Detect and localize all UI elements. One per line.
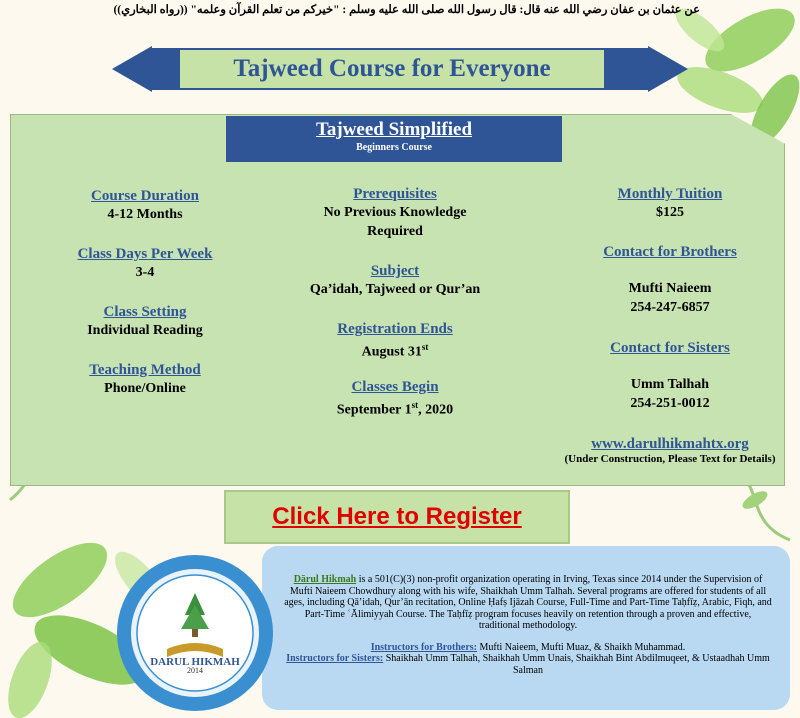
register-button[interactable]: [224, 490, 570, 544]
subject-label: Subject: [370, 263, 420, 279]
teaching-method: [40, 362, 250, 398]
org-paragraph: is a 501(C)(3) non-profit organization operating in Irving, Texas since 2014 under the Supervision of Mufti Naieem Chowdhury along with his wife, Shaikhah Umm Talhah. Several programs are offered for students of all ages, including Qā’idah, Qur’ān recitation, Online Ḥafṣ Ijāzah Course, Full-Time and Part-Time Taḥfīẓ, Arabic, Fiqh, and Part-Time ʿĀlimiyyah Course. The Taḥfīẓ program focuses heavily on retention through a proven and effective, traditional methodology.: [284, 574, 772, 631]
teaching-method-label: Teaching Method: [89, 362, 201, 378]
contact-brothers-label: Contact for Brothers: [603, 244, 737, 260]
instructors-brothers: [284, 642, 772, 654]
banner-title: Tajweed Course for Everyone: [180, 50, 604, 88]
registration-ends: [270, 321, 520, 362]
prerequisites-line2: Required: [367, 224, 423, 239]
contact-brothers: [570, 244, 770, 317]
org-description: [284, 574, 772, 632]
course-header: [226, 116, 562, 162]
seal-year: 2014: [187, 666, 203, 675]
class-days: [40, 246, 250, 282]
hadith-quote: عن عثمان بن عفان رضي الله عنه قال: قال رسول الله صلى الله عليه وسلم : "خيركم من تعلم القرآن وعلمه" ((رواه البخاري)): [113, 4, 700, 16]
monthly-tuition-label: Monthly Tuition: [617, 186, 723, 202]
website: [560, 436, 780, 466]
seal-name: DARUL HIKMAH: [150, 656, 240, 668]
course-title: Tajweed Simplified: [315, 119, 473, 140]
contact-sisters-label: Contact for Sisters: [610, 340, 730, 356]
org-name: Dārul Hikmah: [293, 574, 357, 585]
classes-begin-year: , 2020: [418, 402, 454, 418]
subject-value: Qa’idah, Tajweed or Qur’an: [309, 282, 481, 297]
instructors-sisters: [284, 653, 772, 676]
course-duration-value: 4-12 Months: [107, 207, 183, 222]
classes-begin-label: Classes Begin: [351, 379, 439, 395]
registration-ends-label: Registration Ends: [337, 321, 453, 337]
class-days-label: Class Days Per Week: [77, 246, 213, 262]
contact-sisters-phone: 254-251-0012: [630, 396, 710, 411]
subject: [270, 263, 520, 299]
prerequisites-line1: No Previous Knowledge: [323, 205, 467, 220]
class-days-value: 3-4: [135, 265, 155, 280]
classes-begin: [270, 379, 520, 420]
prerequisites-label: Prerequisites: [353, 186, 437, 202]
instructors-sisters-names: Shaikhah Umm Talhah, Shaikhah Umm Unais, Shaikhah Bint Abdilmuqeet, & Ustaadhah Umm Salman: [383, 653, 770, 676]
website-note: (Under Construction, Please Text for Details): [564, 453, 776, 465]
website-link[interactable]: www.darulhikmahtx.org: [591, 436, 749, 452]
monthly-tuition: [570, 186, 770, 222]
classes-begin-value: [270, 396, 520, 420]
register-link[interactable]: Click Here to Register: [272, 503, 522, 530]
registration-date: August 31: [361, 344, 422, 360]
classes-begin-date: September 1: [336, 402, 412, 418]
class-setting-label: Class Setting: [103, 304, 187, 320]
registration-ends-value: [270, 338, 520, 362]
class-setting-value: Individual Reading: [87, 323, 203, 338]
darul-hikmah-seal-logo: [115, 553, 275, 713]
contact-sisters-name: Umm Talhah: [630, 377, 710, 392]
banner-arrow-right: [648, 46, 688, 92]
instructors-brothers-label: Instructors for Brothers:: [370, 641, 477, 653]
course-subtitle: Beginners Course: [356, 142, 432, 153]
organization-info: [262, 546, 790, 710]
monthly-tuition-value: $125: [656, 205, 684, 220]
contact-brothers-name: Mufti Naieem: [628, 281, 712, 296]
contact-brothers-phone: 254-247-6857: [630, 300, 710, 315]
instructors-brothers-names: Mufti Naieem, Mufti Muaz, & Shaikh Muhammad.: [476, 641, 686, 653]
prerequisites: [270, 186, 520, 241]
instructors-sisters-label: Instructors for Sisters:: [286, 653, 384, 664]
course-duration-label: Course Duration: [91, 188, 199, 204]
registration-date-suffix: st: [421, 342, 429, 352]
classes-begin-suffix: st: [411, 400, 419, 410]
class-setting: [40, 304, 250, 340]
contact-sisters: [570, 340, 770, 413]
banner-arrow-left: [112, 46, 152, 92]
course-duration: [40, 188, 250, 224]
teaching-method-value: Phone/Online: [104, 381, 186, 396]
